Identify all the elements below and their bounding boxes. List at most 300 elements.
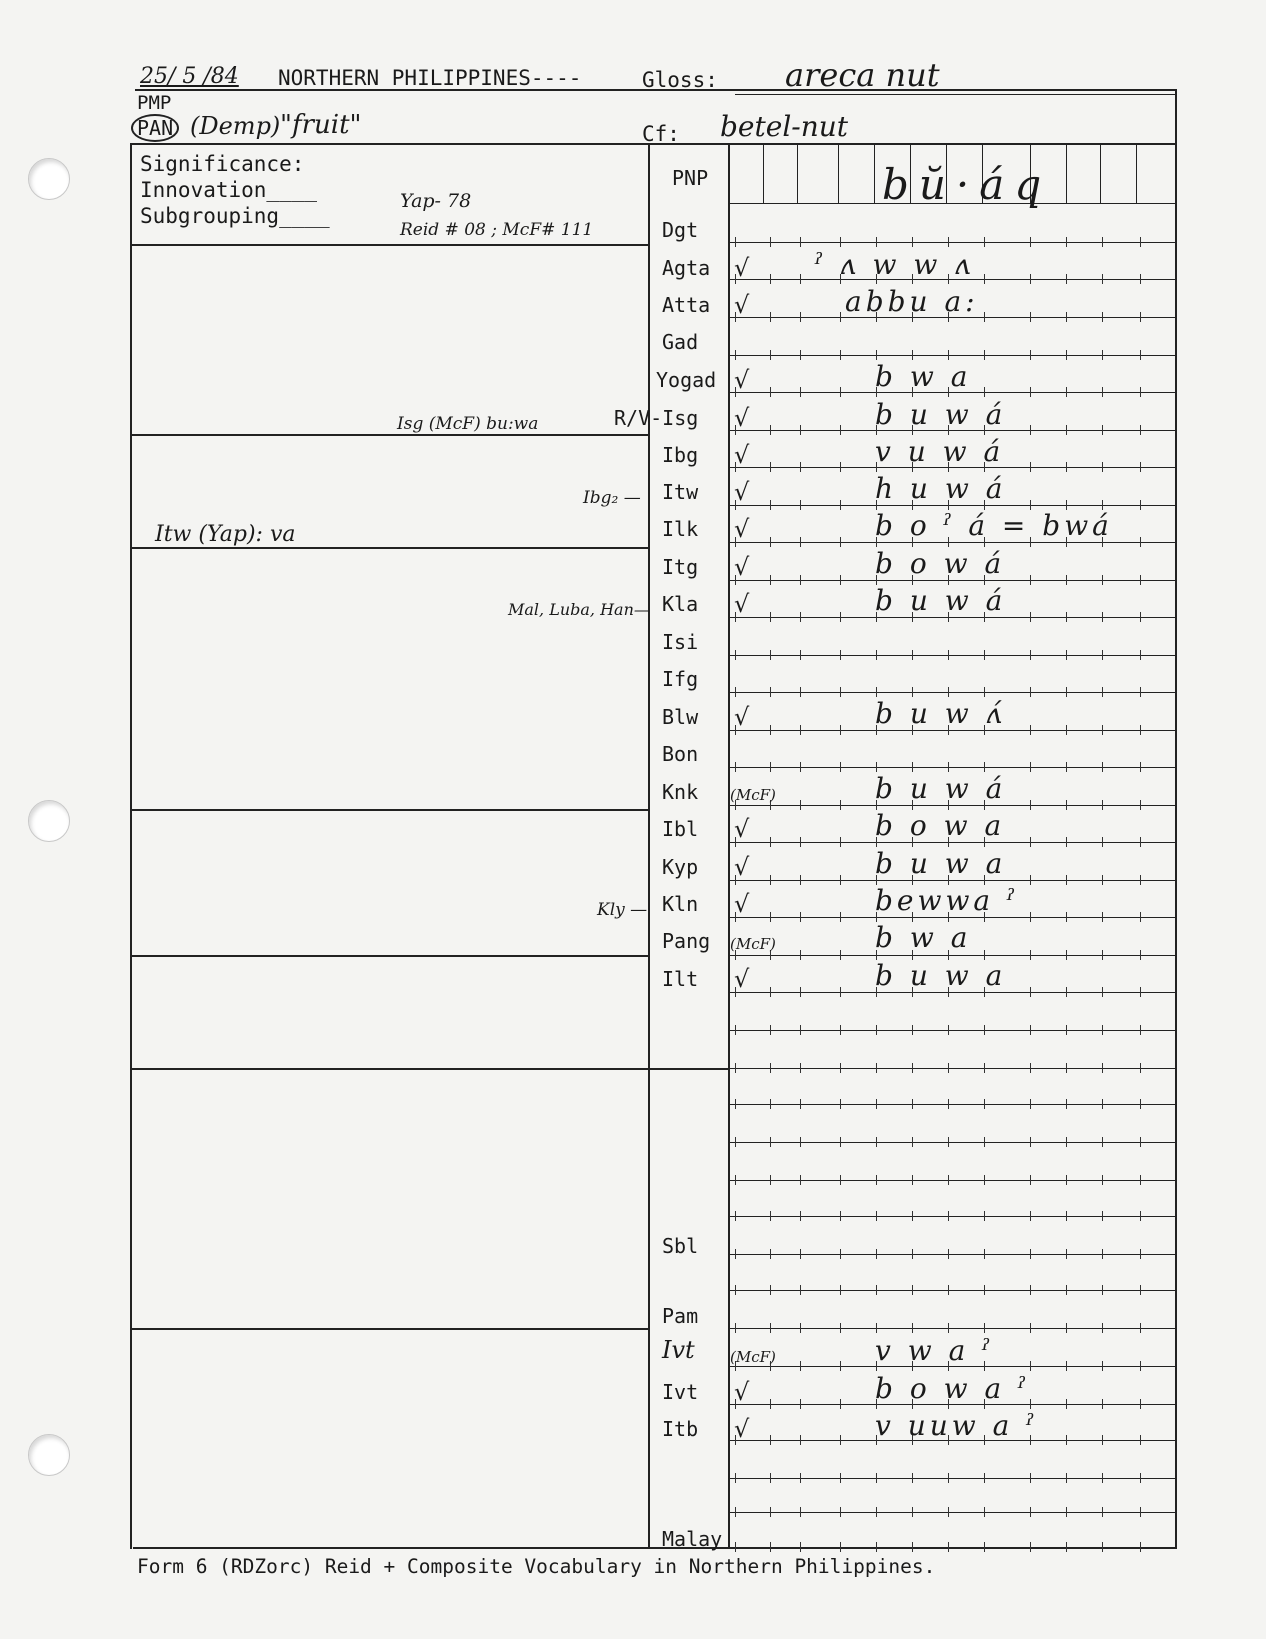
row-tick [1102, 350, 1103, 360]
row-tick [840, 1175, 841, 1185]
row-tick [912, 650, 913, 660]
row-tick [1066, 350, 1067, 360]
row-tick [912, 762, 913, 772]
row-tick [1066, 687, 1067, 697]
row-tick [1066, 1473, 1067, 1483]
frame-left [130, 143, 132, 1549]
row-tick [1066, 237, 1067, 247]
row-tick [948, 762, 949, 772]
row-rule [728, 1478, 1176, 1479]
demp-label: (Demp) [190, 112, 281, 140]
pnp-grid-11 [1136, 143, 1137, 203]
checkmark: √ [734, 441, 750, 469]
row-tick [840, 875, 841, 885]
source-note: (McF) [730, 786, 776, 804]
row-tick [948, 237, 949, 247]
row-tick [1066, 1099, 1067, 1109]
row-tick [1102, 837, 1103, 847]
row-tick [840, 462, 841, 472]
subgrouping-field: Subgrouping____ [140, 204, 330, 228]
row-tick [948, 650, 949, 660]
row-rule [728, 1104, 1176, 1105]
row-tick [1140, 837, 1141, 847]
row-rule [728, 542, 1176, 543]
row-tick [1102, 462, 1103, 472]
lexical-form: b o w a ˀ [875, 1372, 1030, 1405]
row-tick [800, 425, 801, 435]
checkmark: √ [734, 404, 750, 432]
row-tick [1140, 650, 1141, 660]
row-tick [840, 1507, 841, 1517]
row-tick [735, 650, 736, 660]
row-tick [770, 1285, 771, 1295]
row-tick [1102, 1175, 1103, 1185]
row-tick [984, 1099, 985, 1109]
lang-label: Ibg [662, 443, 699, 467]
row-tick [1066, 312, 1067, 322]
row-tick [1030, 1399, 1031, 1409]
row-tick [1140, 237, 1141, 247]
row-tick [1066, 725, 1067, 735]
frame-right [1175, 89, 1177, 1549]
itw-note: Itw (Yap): va [155, 522, 296, 547]
row-tick [948, 1063, 949, 1073]
row-tick [876, 1323, 877, 1333]
row-tick [1102, 1099, 1103, 1109]
row-tick [800, 725, 801, 735]
row-rule [728, 1547, 1176, 1548]
row-tick [1066, 800, 1067, 810]
row-tick [912, 687, 913, 697]
binder-hole-top [28, 158, 70, 200]
cf-label: Cf: [642, 122, 680, 146]
row-rule [728, 692, 1176, 693]
row-tick [800, 312, 801, 322]
source-note: (McF) [730, 1348, 776, 1366]
row-tick [840, 1249, 841, 1259]
lang-label: Itw [662, 480, 699, 504]
row-tick [735, 237, 736, 247]
kln-note: Kly — [597, 900, 648, 920]
lang-label: Ibl [662, 817, 699, 841]
row-tick [1066, 1323, 1067, 1333]
row-tick [735, 1507, 736, 1517]
lexical-form: b o w a [875, 809, 1006, 842]
lexical-form: b u w á [875, 584, 1007, 617]
row-tick [800, 1285, 801, 1295]
row-rule [728, 242, 1176, 243]
row-tick [840, 237, 841, 247]
row-tick [800, 237, 801, 247]
row-tick [800, 1099, 801, 1109]
row-tick [876, 650, 877, 660]
significance-title: Significance: [140, 152, 305, 176]
row-tick [800, 1435, 801, 1445]
row-tick [770, 1507, 771, 1517]
row-tick [1140, 1323, 1141, 1333]
row-tick [840, 537, 841, 547]
lexical-form: b w a [875, 360, 972, 393]
lang-label: Dgt [662, 218, 699, 242]
row-tick [1140, 725, 1141, 735]
row-tick [735, 762, 736, 772]
lexical-form: abbu a: [845, 285, 979, 318]
row-tick [770, 387, 771, 397]
row-tick [770, 462, 771, 472]
row-tick [1140, 800, 1141, 810]
lang-label: Isi [662, 630, 699, 654]
row-tick [800, 500, 801, 510]
binder-hole-bottom [28, 1434, 70, 1476]
lexical-form: b o w á [875, 547, 1006, 580]
row-tick [876, 1473, 877, 1483]
left-separator-5 [130, 955, 648, 957]
row-tick [1066, 462, 1067, 472]
lang-label: Ilk [662, 517, 699, 541]
checkmark: √ [734, 815, 750, 843]
row-rule [728, 880, 1176, 881]
row-tick [1066, 987, 1067, 997]
row-tick [1066, 1025, 1067, 1035]
row-tick [800, 1025, 801, 1035]
row-tick [800, 575, 801, 585]
lang-label: Kla [662, 592, 699, 616]
row-tick [735, 1249, 736, 1259]
row-tick [1030, 875, 1031, 885]
row-tick [984, 1285, 985, 1295]
left-separator-1 [130, 244, 648, 246]
row-tick [984, 650, 985, 660]
row-tick [840, 350, 841, 360]
row-tick [1030, 1137, 1031, 1147]
reid-note: Reid # 08 ; McF# 111 [400, 220, 594, 240]
ibg-note: Ibg₂ — [583, 488, 641, 508]
row-tick [800, 1137, 801, 1147]
row-rule [728, 1290, 1176, 1291]
row-tick [984, 1507, 985, 1517]
row-tick [770, 1323, 771, 1333]
row-tick [1140, 612, 1141, 622]
row-tick [735, 1323, 736, 1333]
lang-label: Kln [662, 892, 699, 916]
row-tick [948, 1175, 949, 1185]
row-rule [728, 767, 1176, 768]
row-tick [1030, 575, 1031, 585]
lang-label: Bon [662, 742, 699, 766]
row-tick [1140, 1175, 1141, 1185]
pnp-grid-9 [1066, 143, 1067, 203]
lexical-form: b u w á [875, 772, 1007, 805]
row-tick [1030, 762, 1031, 772]
row-tick [912, 1137, 913, 1147]
row-tick [1140, 1399, 1141, 1409]
row-tick [770, 1399, 771, 1409]
row-tick [1102, 425, 1103, 435]
lexical-form: ˀ ʌ w w ʌ [815, 248, 975, 281]
row-tick [984, 1211, 985, 1221]
row-tick [1030, 425, 1031, 435]
lang-label: R/V-Isg [614, 406, 699, 430]
checkmark: √ [734, 590, 750, 618]
left-separator-2 [130, 434, 648, 436]
row-tick [840, 1399, 841, 1409]
row-tick [912, 1285, 913, 1295]
row-tick [1066, 1507, 1067, 1517]
row-tick [948, 687, 949, 697]
row-tick [770, 650, 771, 660]
row-tick [800, 1399, 801, 1409]
row-tick [1030, 1063, 1031, 1073]
row-tick [1066, 762, 1067, 772]
row-tick [1102, 1249, 1103, 1259]
row-tick [770, 350, 771, 360]
row-tick [1066, 1361, 1067, 1371]
row-tick [800, 875, 801, 885]
row-tick [1066, 387, 1067, 397]
row-tick [800, 274, 801, 284]
row-rule [728, 1216, 1176, 1217]
row-tick [735, 1175, 736, 1185]
row-tick [1066, 650, 1067, 660]
checkmark: √ [734, 1415, 750, 1443]
row-tick [948, 1323, 949, 1333]
row-tick [876, 762, 877, 772]
gloss-value: areca nut [785, 56, 940, 94]
row-tick [1066, 837, 1067, 847]
row-tick [1102, 987, 1103, 997]
row-tick [840, 687, 841, 697]
row-tick [1140, 1063, 1141, 1073]
row-tick [770, 612, 771, 622]
row-tick [984, 350, 985, 360]
row-tick [876, 1137, 877, 1147]
lang-label: Pam [662, 1304, 699, 1328]
row-tick [948, 1285, 949, 1295]
row-tick [1140, 987, 1141, 997]
row-tick [1140, 1099, 1141, 1109]
row-tick [840, 650, 841, 660]
row-tick [984, 1137, 985, 1147]
row-tick [1102, 1473, 1103, 1483]
row-tick [1030, 650, 1031, 660]
lang-column-divider [648, 143, 650, 1547]
row-tick [1030, 462, 1031, 472]
lexical-form: h u w á [875, 472, 1007, 505]
row-tick [912, 237, 913, 247]
row-tick [1066, 1063, 1067, 1073]
row-tick [912, 1473, 913, 1483]
row-tick [876, 687, 877, 697]
row-tick [912, 1507, 913, 1517]
pnp-label: PNP [672, 166, 709, 190]
row-tick [1102, 687, 1103, 697]
row-tick [876, 1542, 877, 1552]
row-tick [876, 237, 877, 247]
row-tick [1140, 575, 1141, 585]
row-tick [1102, 575, 1103, 585]
date: 25/ 5 /84 [140, 64, 239, 89]
lang-label: Sbl [662, 1234, 699, 1258]
row-rule [728, 1068, 1176, 1069]
row-rule [728, 1512, 1176, 1513]
row-rule [728, 1030, 1176, 1031]
row-tick [770, 1473, 771, 1483]
gloss-label: Gloss: [642, 68, 718, 92]
row-tick [1102, 762, 1103, 772]
row-tick [800, 1063, 801, 1073]
row-tick [800, 1542, 801, 1552]
lexical-form: v w a ˀ [875, 1334, 995, 1367]
lang-label: Pang [662, 929, 711, 953]
row-tick [1030, 312, 1031, 322]
row-tick [1140, 387, 1141, 397]
row-tick [800, 1473, 801, 1483]
row-tick [1102, 1323, 1103, 1333]
row-tick [1030, 837, 1031, 847]
row-tick [876, 1285, 877, 1295]
kla-note: Mal, Luba, Han— [508, 600, 650, 619]
row-tick [948, 1249, 949, 1259]
row-tick [840, 387, 841, 397]
row-tick [770, 237, 771, 247]
row-tick [770, 1211, 771, 1221]
lang-label: Atta [662, 293, 711, 317]
row-tick [1102, 1063, 1103, 1073]
row-rule [728, 505, 1176, 506]
row-tick [1066, 1435, 1067, 1445]
row-tick [912, 1063, 913, 1073]
pnp-grid-3 [838, 143, 839, 203]
checkmark: √ [734, 703, 750, 731]
row-tick [1030, 237, 1031, 247]
row-tick [1140, 1285, 1141, 1295]
row-tick [1030, 1025, 1031, 1035]
row-tick [984, 762, 985, 772]
row-tick [912, 1025, 913, 1035]
row-tick [1102, 274, 1103, 284]
row-tick [876, 1249, 877, 1259]
row-tick [1030, 987, 1031, 997]
row-rule [728, 1254, 1176, 1255]
checkmark: √ [734, 478, 750, 506]
row-tick [840, 725, 841, 735]
row-tick [1066, 1285, 1067, 1295]
row-rule [728, 617, 1176, 618]
pnp-form: bŭ·áq [882, 160, 1052, 209]
row-tick [1066, 1211, 1067, 1221]
row-tick [1140, 1507, 1141, 1517]
row-tick [840, 1323, 841, 1333]
row-rule [728, 992, 1176, 993]
row-tick [1102, 237, 1103, 247]
row-tick [770, 1435, 771, 1445]
row-tick [1102, 875, 1103, 885]
row-tick [1066, 1249, 1067, 1259]
lexical-form: b w a [875, 921, 972, 954]
row-rule [728, 655, 1176, 656]
row-tick [1102, 1285, 1103, 1295]
row-rule [728, 805, 1176, 806]
row-tick [1030, 1249, 1031, 1259]
row-tick [770, 1063, 771, 1073]
row-tick [1140, 687, 1141, 697]
row-tick [840, 425, 841, 435]
row-tick [840, 1361, 841, 1371]
row-tick [1030, 274, 1031, 284]
row-tick [876, 350, 877, 360]
row-tick [840, 1099, 841, 1109]
pnp-grid-2 [797, 143, 798, 203]
row-rule [728, 1328, 1176, 1329]
row-tick [1030, 1507, 1031, 1517]
row-tick [1030, 800, 1031, 810]
row-tick [840, 612, 841, 622]
row-tick [800, 462, 801, 472]
row-rule [728, 917, 1176, 918]
row-tick [1030, 1285, 1031, 1295]
row-tick [770, 987, 771, 997]
row-tick [876, 1175, 877, 1185]
row-tick [1102, 1435, 1103, 1445]
row-tick [840, 1285, 841, 1295]
row-tick [840, 1063, 841, 1073]
row-tick [876, 1063, 877, 1073]
row-tick [840, 1025, 841, 1035]
row-tick [1030, 1473, 1031, 1483]
lexical-form: b u w a [875, 847, 1007, 880]
pmp-label: PMP [137, 92, 172, 114]
row-rule [728, 955, 1176, 956]
row-tick [1030, 1361, 1031, 1371]
row-tick [840, 1137, 841, 1147]
row-tick [735, 687, 736, 697]
row-tick [1066, 575, 1067, 585]
lang-label: Gad [662, 330, 699, 354]
row-tick [948, 1211, 949, 1221]
row-tick [1102, 1399, 1103, 1409]
row-tick [770, 274, 771, 284]
row-rule [728, 580, 1176, 581]
row-tick [770, 875, 771, 885]
row-tick [1066, 1542, 1067, 1552]
row-tick [1140, 1542, 1141, 1552]
row-tick [1140, 912, 1141, 922]
row-tick [800, 650, 801, 660]
row-tick [1140, 1473, 1141, 1483]
row-tick [800, 800, 801, 810]
row-tick [1066, 425, 1067, 435]
row-tick [1030, 1211, 1031, 1221]
row-tick [948, 1099, 949, 1109]
binder-hole-middle [28, 800, 70, 842]
row-tick [770, 912, 771, 922]
row-tick [984, 1025, 985, 1035]
checkmark: √ [734, 890, 750, 918]
lang-label: Blw [662, 705, 699, 729]
row-tick [1140, 425, 1141, 435]
lang-label: Itg [662, 555, 699, 579]
row-tick [1030, 612, 1031, 622]
row-tick [984, 387, 985, 397]
row-tick [1140, 762, 1141, 772]
row-tick [770, 725, 771, 735]
row-tick [735, 1542, 736, 1552]
row-tick [770, 425, 771, 435]
row-tick [1140, 950, 1141, 960]
row-tick [840, 950, 841, 960]
row-rule [728, 355, 1176, 356]
row-tick [1066, 875, 1067, 885]
